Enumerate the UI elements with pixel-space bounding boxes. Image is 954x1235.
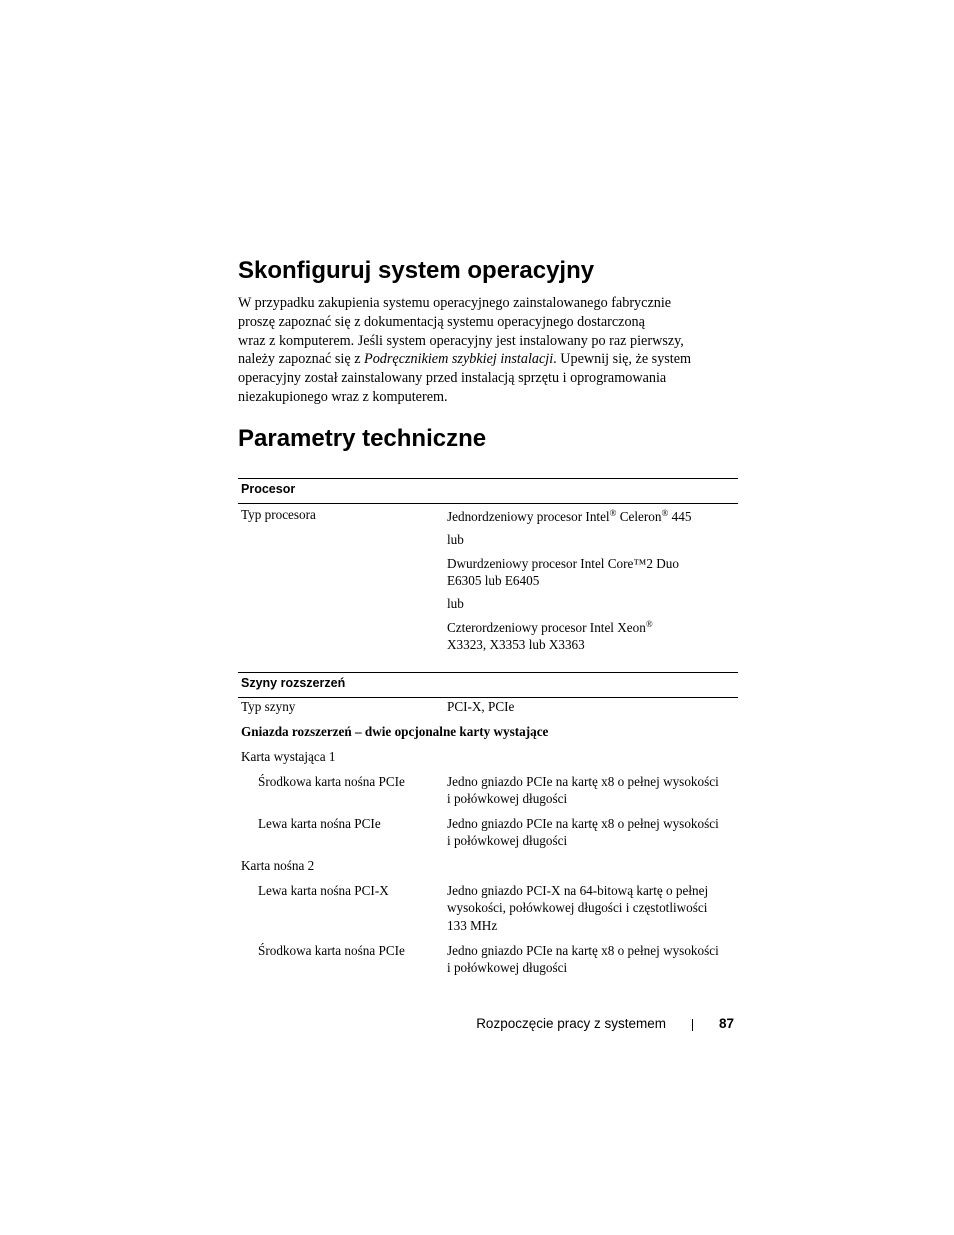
processor-option-2-line-1: Dwurdzeniowy procesor Intel Core™2 Duo bbox=[447, 556, 679, 571]
registered-mark: ® bbox=[609, 508, 617, 518]
registered-mark: ® bbox=[661, 508, 669, 518]
footer-chapter-title: Rozpoczęcie pracy z systemem bbox=[476, 1016, 666, 1031]
footer-separator bbox=[692, 1019, 693, 1031]
riser-2-left-label: Lewa karta nośna PCI-X bbox=[258, 883, 389, 898]
para-line-6: niezakupionego wraz z komputerem. bbox=[238, 388, 448, 405]
bus-type-value: PCI-X, PCIe bbox=[447, 699, 515, 714]
processor-or-1: lub bbox=[447, 532, 464, 547]
processor-option-3-line-2: X3323, X3353 lub X3363 bbox=[447, 637, 585, 652]
processor-option-1-text-a: Jednordzeniowy procesor Intel bbox=[447, 509, 610, 524]
processor-option-2-line-2: E6305 lub E6405 bbox=[447, 573, 540, 588]
registered-mark: ® bbox=[645, 619, 653, 629]
bus-type-label: Typ szyny bbox=[241, 699, 296, 714]
expansion-slots-heading: Gniazda rozszerzeń – dwie opcjonalne karty wystające bbox=[241, 724, 549, 739]
riser-2-label: Karta nośna 2 bbox=[241, 858, 315, 873]
riser-2-center-value-line-2: i połówkowej długości bbox=[447, 960, 568, 975]
quick-install-guide-title: Podręcznikiem szybkiej instalacji bbox=[364, 351, 554, 368]
para-line-1: W przypadku zakupienia systemu operacyjnego zainstalowanego fabrycznie bbox=[238, 295, 672, 311]
riser-1-left-value-line-1: Jedno gniazdo PCIe na kartę x8 o pełnej wysokości bbox=[447, 816, 719, 831]
expansion-bus-section-header: Szyny rozszerzeń bbox=[241, 676, 346, 690]
riser-1-left-label: Lewa karta nośna PCIe bbox=[258, 816, 381, 831]
processor-section-header: Procesor bbox=[241, 482, 296, 496]
processor-type-label: Typ procesora bbox=[241, 507, 316, 522]
technical-specs-heading: Parametry techniczne bbox=[238, 425, 487, 452]
riser-1-left-value-line-2: i połówkowej długości bbox=[447, 833, 568, 848]
table-rule bbox=[238, 503, 738, 504]
riser-2-center-value-line-1: Jedno gniazdo PCIe na kartę x8 o pełnej wysokości bbox=[447, 943, 719, 958]
configure-os-heading: Skonfiguruj system operacyjny bbox=[238, 257, 595, 284]
table-rule-top bbox=[238, 478, 738, 479]
processor-option-1-text-c: 445 bbox=[668, 509, 692, 524]
processor-or-2: lub bbox=[447, 596, 464, 611]
processor-option-3-text: Czterordzeniowy procesor Intel Xeon bbox=[447, 620, 646, 635]
processor-option-3-line-1 bbox=[447, 619, 653, 637]
riser-1-center-label: Środkowa karta nośna PCIe bbox=[258, 774, 405, 789]
riser-1-label: Karta wystająca 1 bbox=[241, 749, 336, 764]
processor-option-1 bbox=[447, 508, 691, 526]
para-line-4-start: należy zapoznać się z bbox=[238, 351, 365, 368]
para-line-5: operacyjny został zainstalowany przed instalacją sprzętu i oprogramowania bbox=[238, 370, 667, 387]
riser-2-center-label: Środkowa karta nośna PCIe bbox=[258, 943, 405, 958]
para-line-4 bbox=[238, 350, 738, 369]
table-rule bbox=[238, 672, 738, 673]
processor-option-1-text-b: Celeron bbox=[616, 509, 662, 524]
para-line-4-end: . Upewnij się, że system bbox=[553, 351, 692, 368]
page-number: 87 bbox=[719, 1016, 735, 1031]
configure-os-paragraph bbox=[238, 294, 738, 407]
para-line-3: wraz z komputerem. Jeśli system operacyjny jest instalowany po raz pierwszy, bbox=[238, 332, 684, 349]
riser-2-left-value-line-1: Jedno gniazdo PCI-X na 64-bitową kartę o pełnej bbox=[447, 883, 709, 898]
riser-2-left-value-line-3: 133 MHz bbox=[447, 918, 498, 933]
riser-1-center-value-line-1: Jedno gniazdo PCIe na kartę x8 o pełnej wysokości bbox=[447, 774, 719, 789]
riser-1-center-value-line-2: i połówkowej długości bbox=[447, 791, 568, 806]
para-line-2: proszę zapoznać się z dokumentacją systemu operacyjnego dostarczoną bbox=[238, 313, 645, 330]
riser-2-left-value-line-2: wysokości, połówkowej długości i częstotliwości bbox=[447, 900, 708, 915]
